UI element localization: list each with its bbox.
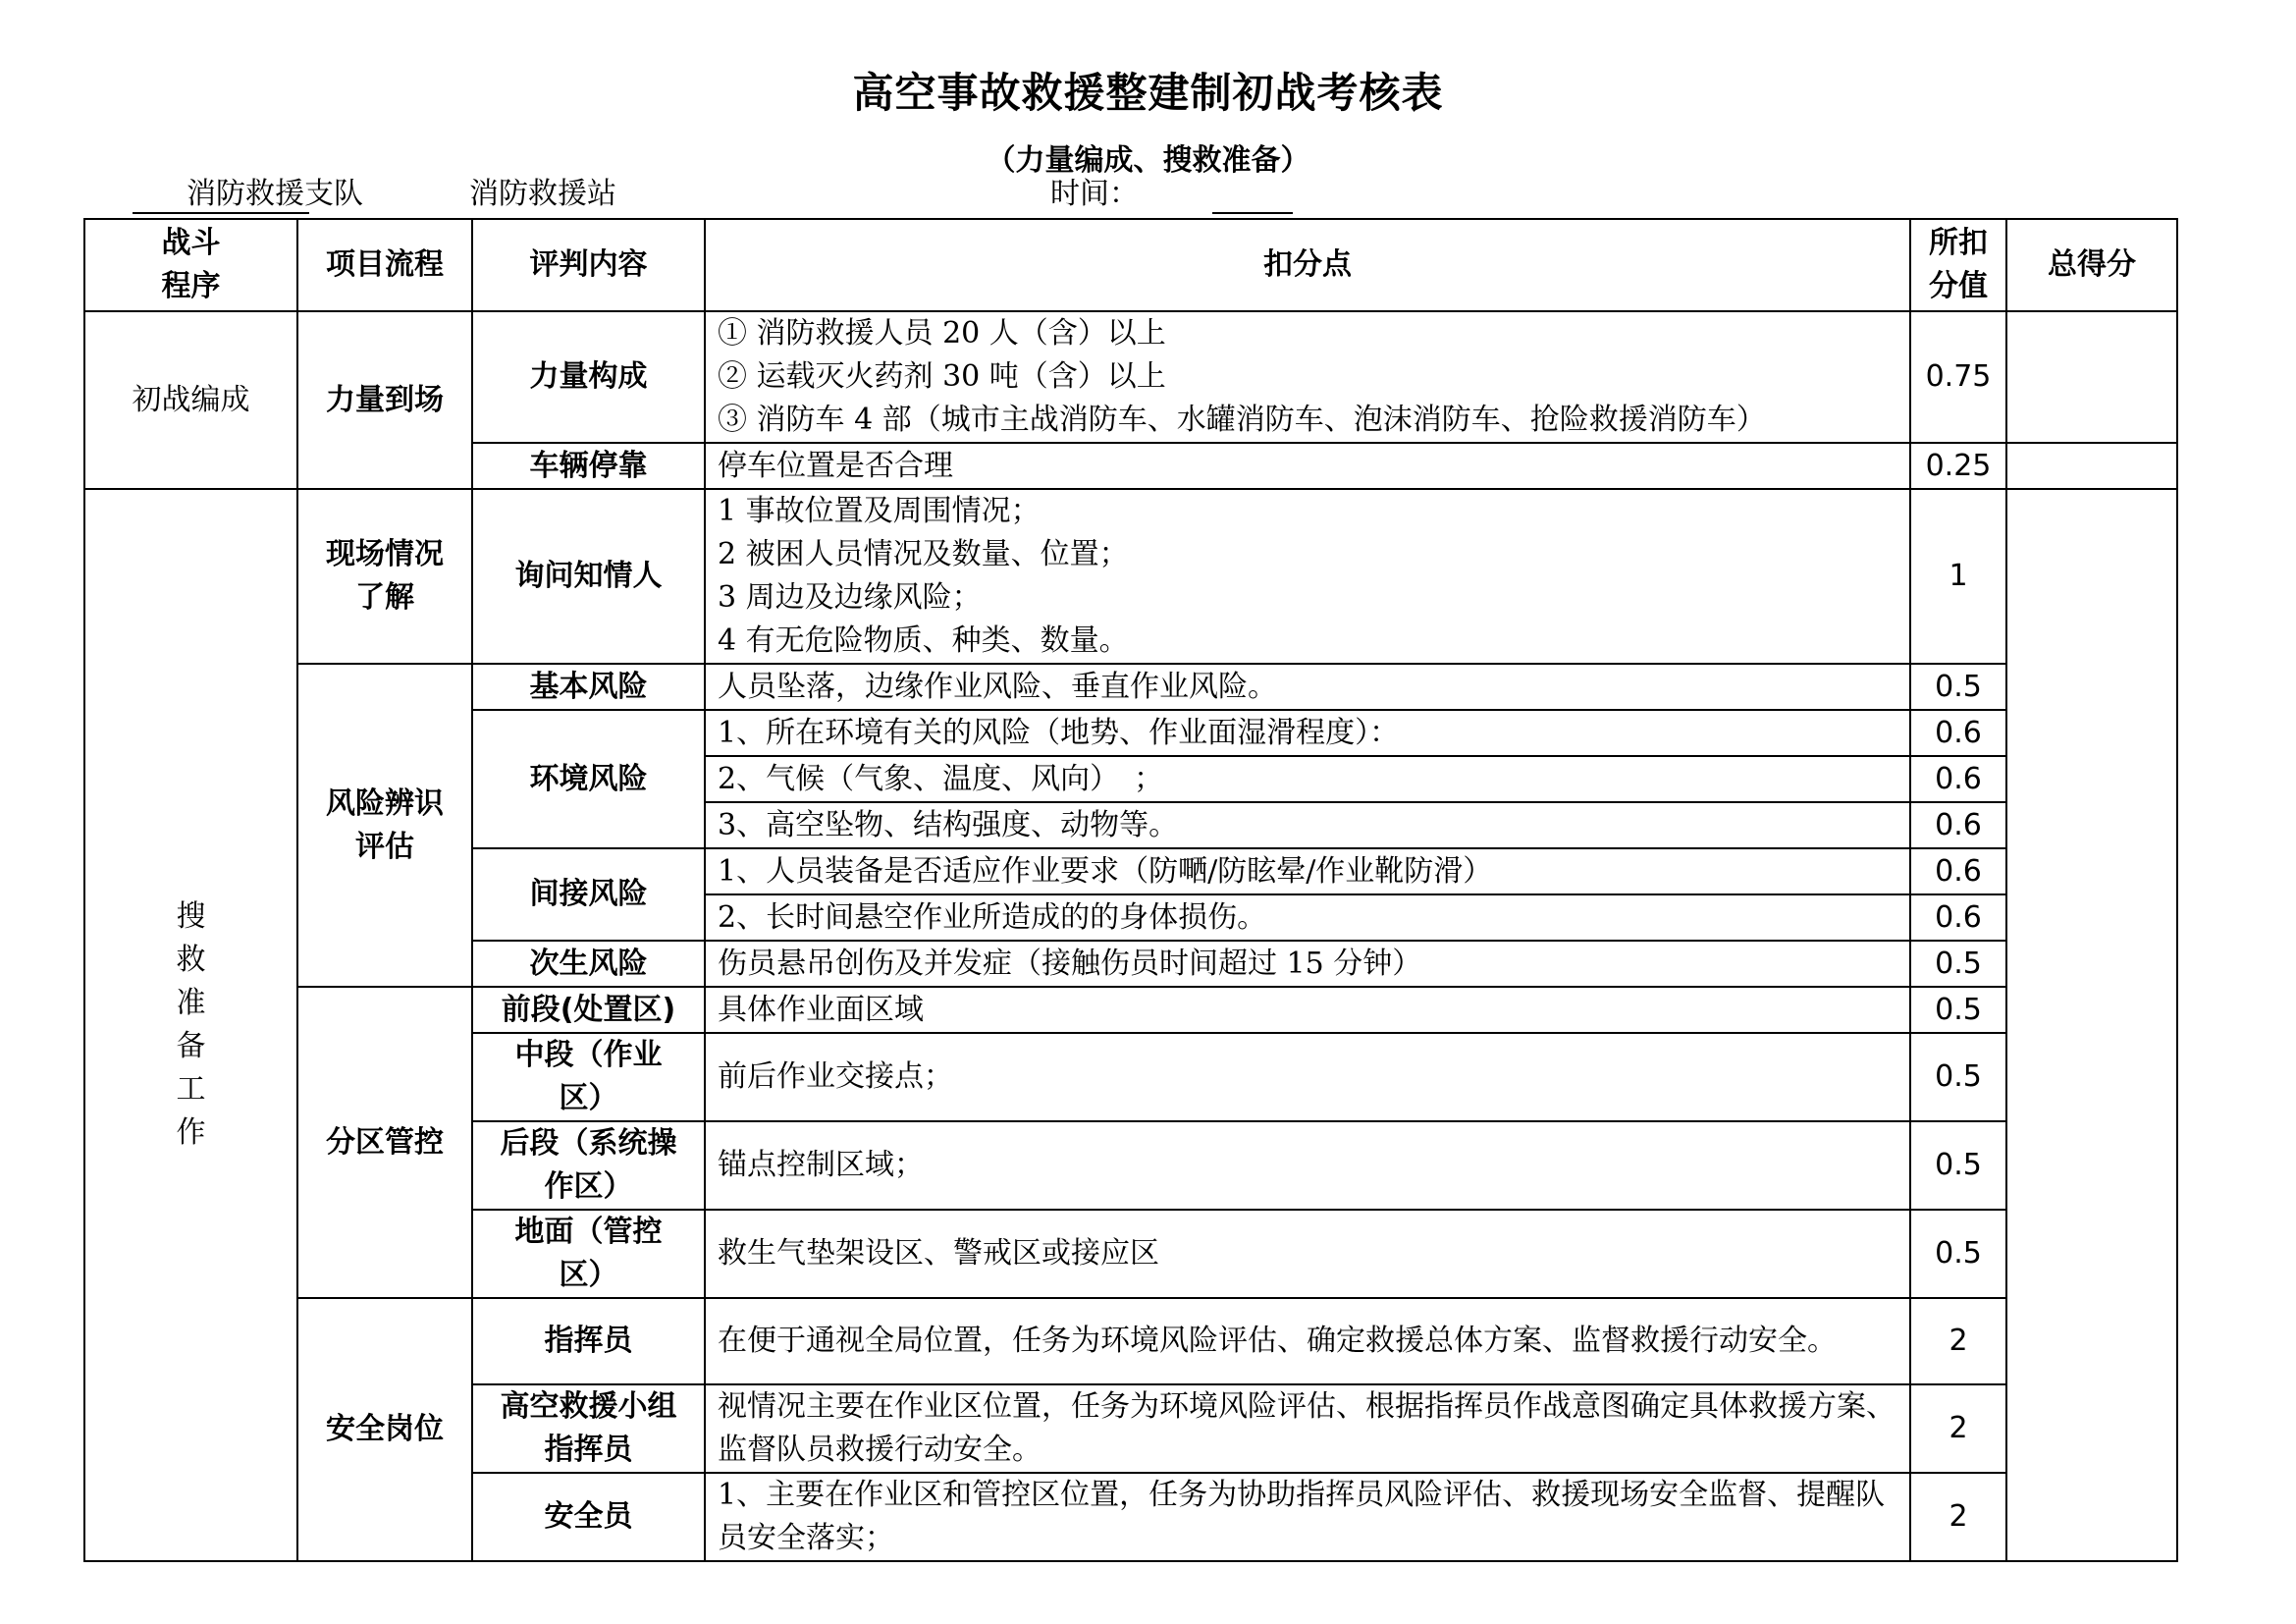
deduction-point-cell: ① 消防救援人员 20 人（含）以上 ② 运载灭火药剂 30 吨（含）以上 ③ 消防车 4 部（城市主战消防车、水罐消防车、泡沫消防车、抢险救援消防车） [705,311,1910,443]
content-indirect-risk: 间接风险 [472,848,705,941]
deducted-value-cell: 0.5 [1910,987,2006,1033]
content-ask-informants: 询问知情人 [472,489,705,664]
process-risk-assessment: 风险辨识 评估 [297,664,472,987]
deduction-point-cell: 2、气候（气象、温度、风向） ； [705,756,1910,802]
deduction-point-cell: 视情况主要在作业区位置，任务为环境风险评估、根据指挥员作战意图确定具体救援方案、监督队员救援行动安全。 [705,1384,1910,1473]
deduction-point-cell: 3、高空坠物、结构强度、动物等。 [705,802,1910,848]
form-subtitle: （力量编成、搜救准备） [986,143,1310,178]
total-score-cell[interactable] [2006,489,2177,1561]
process-zone-control: 分区管控 [297,987,472,1298]
header-row [84,219,2177,311]
content-zone-back: 后段（系统操 作区） [472,1121,705,1210]
header-deduction-points: 扣分点 [705,219,1910,311]
content-secondary-risk: 次生风险 [472,941,705,987]
header-battle-procedure: 战斗 程序 [84,219,297,311]
total-score-cell[interactable] [2006,443,2177,489]
unit-label: 消防救援支队 [187,177,363,211]
deduction-point-cell: 前后作业交接点； [705,1033,1910,1121]
deduction-point-cell: 2、长时间悬空作业所造成的的身体损伤。 [705,894,1910,941]
deduction-point-cell: 1、所在环境有关的风险（地势、作业面湿滑程度）： [705,710,1910,756]
time-blank-line[interactable] [1212,212,1293,214]
time-label: 时间： [1050,177,1139,211]
header-project-process: 项目流程 [297,219,472,311]
content-force-composition: 力量构成 [472,311,705,443]
deduction-point-cell: 在便于通视全局位置，任务为环境风险评估、确定救援总体方案、监督救援行动安全。 [705,1298,1910,1384]
content-zone-ground: 地面（管控 区） [472,1210,705,1298]
deducted-value-cell: 2 [1910,1384,2006,1473]
assessment-table [83,218,2178,1562]
content-commander: 指挥员 [472,1298,705,1384]
deducted-value-cell: 0.6 [1910,756,2006,802]
content-safety-officer: 安全员 [472,1473,705,1561]
unit-blank-line[interactable] [133,212,309,214]
process-force-arrival: 力量到场 [297,311,472,489]
deducted-value-cell: 2 [1910,1298,2006,1384]
deduction-point-cell: 停车位置是否合理 [705,443,1910,489]
deducted-value-cell: 0.25 [1910,443,2006,489]
content-zone-middle: 中段（作业 区） [472,1033,705,1121]
content-zone-front: 前段(处置区) [472,987,705,1033]
deduction-point-cell: 1 事故位置及周围情况； 2 被困人员情况及数量、位置； 3 周边及边缘风险； 4 有无危险物质、种类、数量。 [705,489,1910,664]
content-vehicle-parking: 车辆停靠 [472,443,705,489]
deducted-value-cell: 0.6 [1910,802,2006,848]
deducted-value-cell: 2 [1910,1473,2006,1561]
deduction-point-cell: 1、人员装备是否适应作业要求（防嗮/防眩晕/作业靴防滑） [705,848,1910,894]
deduction-point-cell: 具体作业面区域 [705,987,1910,1033]
content-environment-risk: 环境风险 [472,710,705,848]
deducted-value-cell: 0.75 [1910,311,2006,443]
deducted-value-cell: 0.5 [1910,1033,2006,1121]
deducted-value-cell: 1 [1910,489,2006,664]
header-deducted-value: 所扣 分值 [1910,219,2006,311]
table-row [84,987,2177,1033]
table-row [84,1298,2177,1384]
header-total-score: 总得分 [2006,219,2177,311]
deduction-point-cell: 人员坠落，边缘作业风险、垂直作业风险。 [705,664,1910,710]
table-row [84,311,2177,443]
deduction-point-cell: 救生气垫架设区、警戒区或接应区 [705,1210,1910,1298]
deducted-value-cell: 0.5 [1910,664,2006,710]
deducted-value-cell: 0.6 [1910,848,2006,894]
deduction-point-cell: 伤员悬吊创伤及并发症（接触伤员时间超过 15 分钟） [705,941,1910,987]
process-scene-understanding: 现场情况 了解 [297,489,472,664]
deducted-value-cell: 0.5 [1910,941,2006,987]
deducted-value-cell: 0.6 [1910,710,2006,756]
stage-initial-formation: 初战编成 [84,311,297,489]
deduction-point-cell: 1、主要在作业区和管控区位置，任务为协助指挥员风险评估、救援现场安全监督、提醒队员安全落实； [705,1473,1910,1561]
table-row [84,664,2177,710]
content-basic-risk: 基本风险 [472,664,705,710]
deducted-value-cell: 0.5 [1910,1210,2006,1298]
table-row [84,489,2177,664]
stage-search-rescue-prep: 搜 救 准 备 工 作 [84,489,297,1561]
station-label: 消防救援站 [469,177,616,211]
process-safety-posts: 安全岗位 [297,1298,472,1561]
deducted-value-cell: 0.5 [1910,1121,2006,1210]
total-score-cell[interactable] [2006,311,2177,443]
deduction-point-cell: 锚点控制区域； [705,1121,1910,1210]
header-judgment-content: 评判内容 [472,219,705,311]
form-title: 高空事故救援整建制初战考核表 [852,69,1444,117]
content-team-commander: 高空救援小组 指挥员 [472,1384,705,1473]
deducted-value-cell: 0.6 [1910,894,2006,941]
